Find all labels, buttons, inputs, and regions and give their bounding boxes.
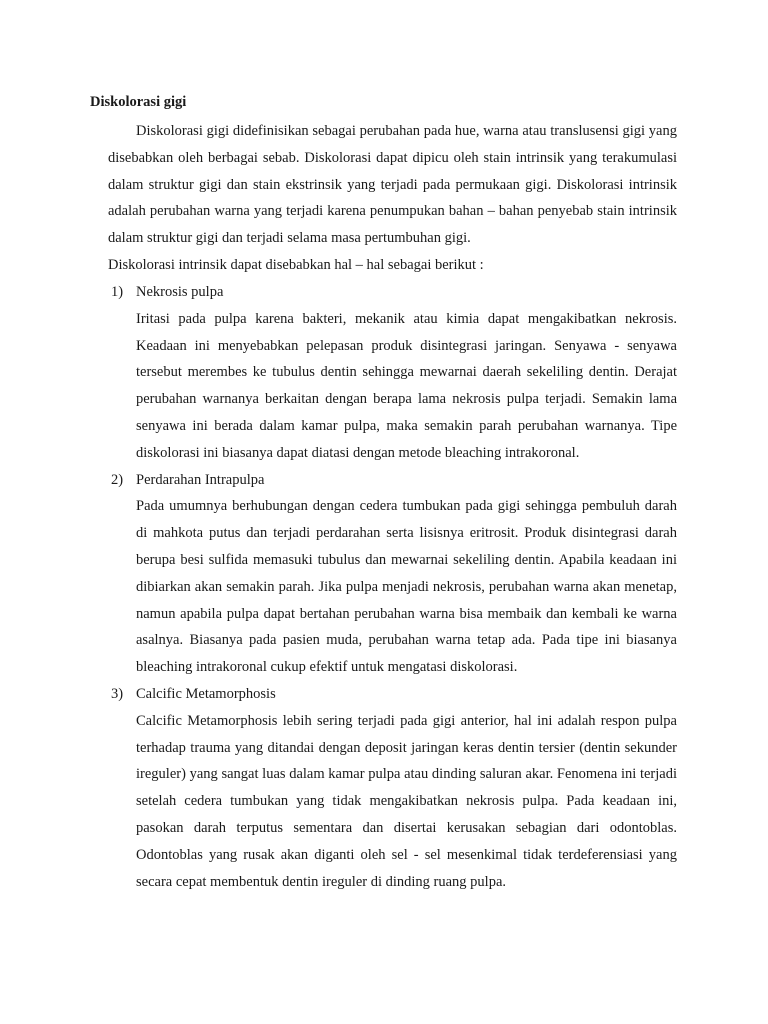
intro-tail-line: Diskolorasi intrinsik dapat disebabkan hal – hal sebagai berikut : bbox=[108, 257, 484, 273]
list-item-number: 3) bbox=[111, 685, 124, 702]
list-item-text: Iritasi pada pulpa karena bakteri, mekanik atau kimia dapat mengakibatkan nekrosis. Keadaan ini menyebabkan pelepasan produk disintegrasi jaringan. Senyawa - senyawa tersebut merembes ke tubulus dentin sehingga mewarnai daerah sekeliling dentin. Derajat perubahan warnanya berkaitan dengan berapa lama nekrosis pulpa terjadi. Semakin lama senyawa ini berada dalam kamar pulpa, maka semakin parah perubahan warnanya. Tipe diskolorasi ini biasanya dapat diatasi dengan metode bleaching intrakoronal. bbox=[136, 310, 677, 461]
intro-paragraph: Diskolorasi gigi didefinisikan sebagai perubahan pada hue, warna atau translusensi gigi yang disebabkan oleh berbagai sebab. Diskolorasi dapat dipicu oleh stain intrinsik yang terakumulasi dalam struktur gigi dan stain ekstrinsik yang terjadi pada permukaan gigi. Diskolorasi intrinsik adalah perubahan warna yang terjadi karena penumpukan bahan – bahan penyebab stain intrinsik dalam struktur gigi dan terjadi selama masa pertumbuhan gigi. bbox=[108, 123, 677, 247]
list-item-number: 1) bbox=[111, 284, 124, 300]
list-item-calcific-metamorphosis bbox=[0, 681, 768, 895]
list-item-title: Calcific Metamorphosis bbox=[136, 685, 276, 702]
list-item-title: Perdarahan Intrapulpa bbox=[136, 471, 265, 488]
list-item-perdarahan-intrapulpa bbox=[0, 467, 768, 681]
document-heading: Diskolorasi gigi bbox=[90, 94, 187, 110]
list-item-text: Pada umumnya berhubungan dengan cedera tumbukan pada gigi sehingga pembuluh darah di mahkota putus dan terjadi perdarahan serta lisisnya eritrosit. Produk disintegrasi darah berupa besi sulfida memasuki tubulus dan mewarnai sekeliling dentin. Apabila keadaan ini dibiarkan akan semakin parah. Jika pulpa menjadi nekrosis, perubahan warna akan menetap, namun apabila pulpa dapat bertahan perubahan warna bisa membaik dan kembali ke warna asalnya. Biasanya pada pasien muda, perubahan warna tetap ada. Pada tipe ini biasanya bleaching intrakoronal cukup efektif untuk mengatasi diskolorasi. bbox=[136, 498, 677, 676]
list-item-text: Calcific Metamorphosis lebih sering terjadi pada gigi anterior, hal ini adalah respon pulpa terhadap trauma yang ditandai dengan deposit jaringan keras dentin tersier (dentin sekunder ireguler) yang sangat luas dalam kamar pulpa atau dinding saluran akar. Fenomena ini terjadi setelah cedera tumbukan yang tidak mengakibatkan nekrosis pulpa. Pada keadaan ini, pasokan darah terputus sementara dan disertai kerusakan sebagian dari odontoblas. Odontoblas yang rusak akan diganti oleh sel - sel mesenkimal tidak terdeferensiasi yang secara cepat membentuk dentin ireguler di dinding ruang pulpa. bbox=[136, 712, 677, 890]
cause-list bbox=[0, 279, 768, 895]
list-item-title: Nekrosis pulpa bbox=[136, 284, 224, 300]
list-item-number: 2) bbox=[111, 471, 124, 488]
list-item-nekrosis-pulpa bbox=[0, 279, 768, 467]
